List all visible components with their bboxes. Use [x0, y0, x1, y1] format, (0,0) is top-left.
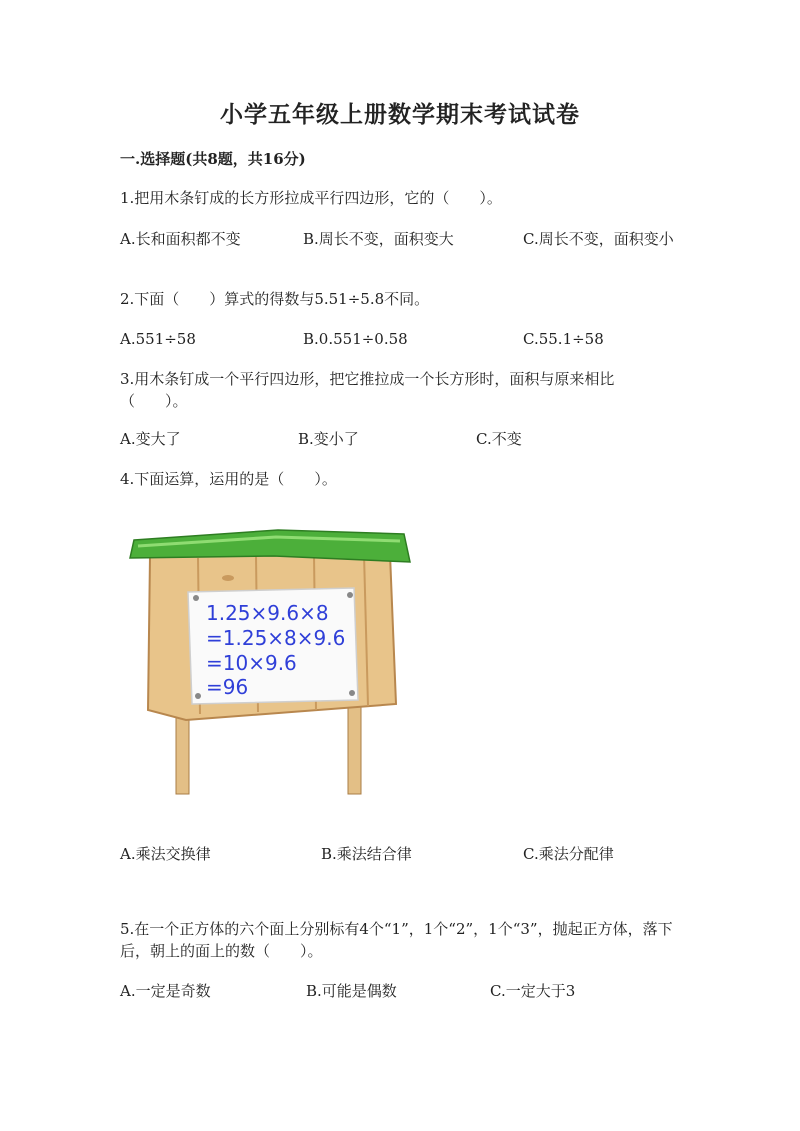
signboard-figure: [128, 528, 412, 798]
question-4-text: 4.下面运算，运用的是（ ）。: [120, 470, 337, 488]
question-2-option-b: B.0.551÷0.58: [303, 330, 408, 348]
question-5-text: 5.在一个正方体的六个面上分别标有4个“1”，1个“2”，1个“3”，抛起正方体，落下后，朝上的面上的数（ ）。: [120, 920, 673, 960]
signboard-illustration: [128, 528, 412, 798]
question-2-option-c: C.55.1÷58: [523, 330, 604, 348]
board-line-3: =10×9.6: [206, 651, 297, 675]
question-1-option-a: A.长和面积都不变: [120, 230, 241, 248]
page-title: 小学五年级上册数学期末考试试卷: [220, 101, 580, 128]
board-line-1: 1.25×9.6×8: [206, 601, 329, 625]
pin-bottom-left: [195, 693, 201, 699]
question-1-options: [120, 228, 675, 250]
pin-bottom-right: [349, 690, 355, 696]
question-5-option-b: B.可能是偶数: [306, 982, 397, 1000]
question-4-option-c: C.乘法分配律: [523, 845, 614, 863]
question-5-option-a: A.一定是奇数: [120, 982, 211, 1000]
pin-top-left: [193, 595, 199, 601]
question-1-text: 1.把用木条钉成的长方形拉成平行四边形，它的（ ）。: [120, 189, 502, 207]
question-1-option-b: B.周长不变，面积变大: [303, 230, 454, 248]
question-5-option-c: C.一定大于3: [490, 982, 576, 1000]
section-heading: 一.选择题(共8题，共16分): [120, 150, 306, 168]
pin-top-right: [347, 592, 353, 598]
question-2-option-a: A.551÷58: [120, 330, 196, 348]
question-3-text: 3.用木条钉成一个平行四边形，把它推拉成一个长方形时，面积与原来相比（ ）。: [120, 370, 615, 410]
question-3-option-b: B.变小了: [298, 430, 359, 448]
question-3-option-a: A.变大了: [120, 430, 181, 448]
question-2-text: 2.下面（ ）算式的得数与5.51÷5.8不同。: [120, 290, 430, 308]
board-line-4: =96: [206, 675, 249, 699]
question-4-option-b: B.乘法结合律: [321, 845, 412, 863]
board-line-2: =1.25×8×9.6: [206, 626, 346, 650]
question-4-option-a: A.乘法交换律: [120, 845, 211, 863]
question-1-option-c: C.周长不变，面积变小: [523, 230, 674, 248]
question-3-option-c: C.不变: [476, 430, 522, 448]
